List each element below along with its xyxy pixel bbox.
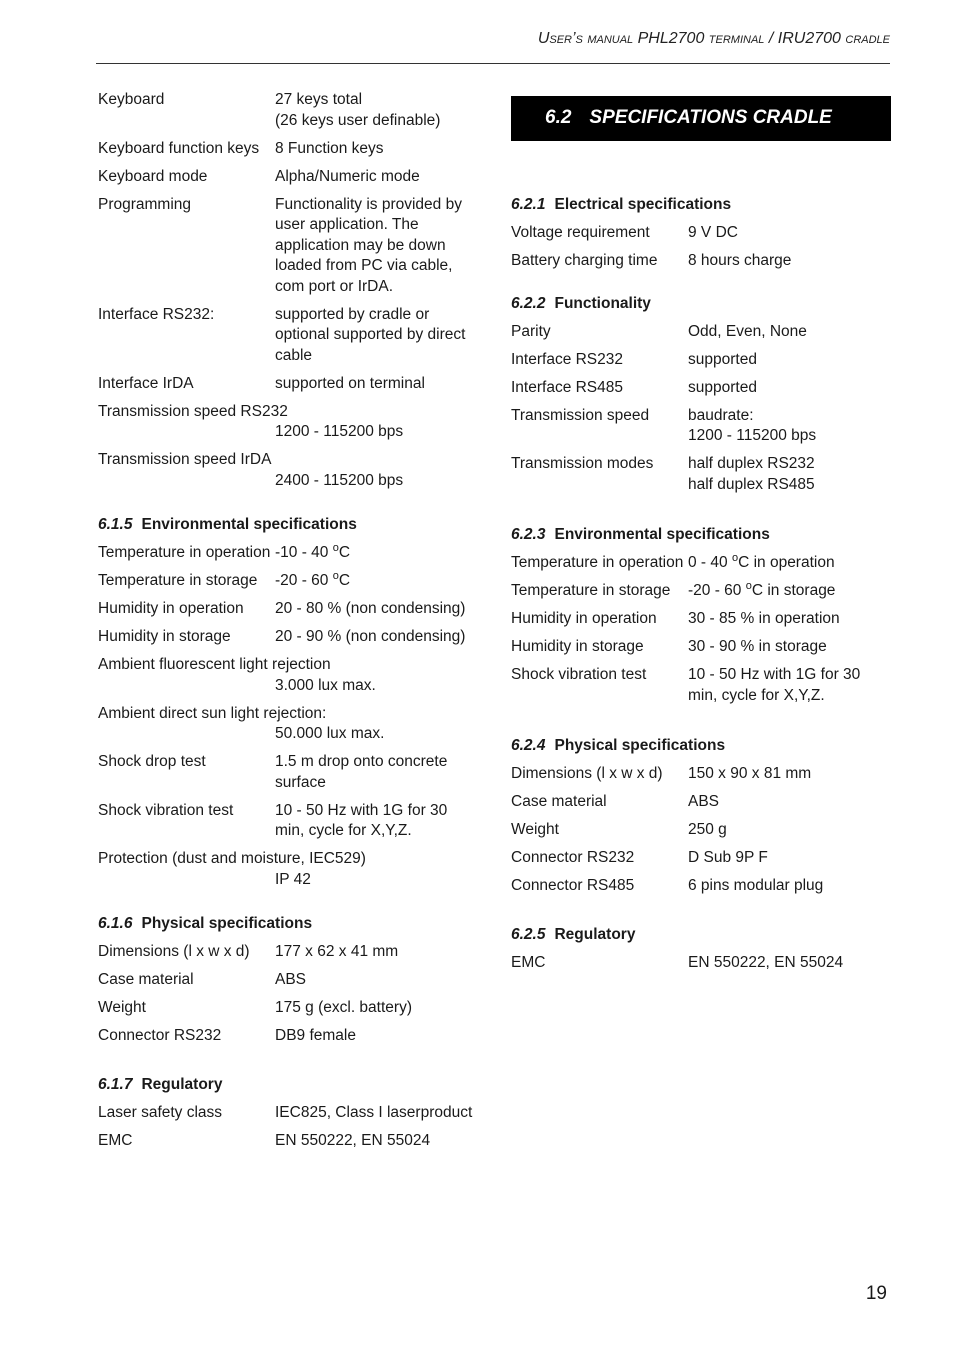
section-heading-6-2-2 [511, 294, 891, 314]
spec-label: Interface RS232: [98, 305, 215, 323]
section-number: 6.1.5 [98, 516, 133, 533]
spec-label: Shock drop test [98, 753, 206, 770]
section-title: Regulatory [554, 925, 636, 943]
spec-label: Interface IrDA [98, 374, 194, 392]
section-title: Functionality [554, 294, 651, 312]
header-rule [96, 63, 890, 64]
spec-value: 30 - 85 % in operation [688, 610, 840, 627]
spec-row [98, 167, 483, 188]
spec-row [511, 350, 891, 371]
spec-row [98, 450, 483, 491]
spec-value: 30 - 90 % in storage [688, 638, 827, 655]
section-heading-6-2-1 [511, 195, 891, 215]
spec-value: 20 - 80 % (non condensing) [275, 600, 466, 617]
spec-value: 8 hours charge [688, 252, 792, 269]
spec-value: D Sub 9P F [688, 849, 768, 866]
spec-row [511, 223, 891, 244]
spec-label: EMC [98, 1131, 133, 1149]
spec-label: Parity [511, 322, 551, 340]
spec-value: 50.000 lux max. [275, 725, 385, 742]
spec-value: 10 - 50 Hz with 1G for 30 min, cycle for X,Y,Z. [688, 666, 861, 704]
spec-row [511, 953, 891, 974]
spec-label: Temperature in storage [98, 572, 258, 589]
spec-value: ABS [688, 793, 720, 810]
value-unit: C in storage [751, 582, 836, 599]
spec-row [511, 609, 891, 630]
spec-row [98, 195, 483, 298]
spec-label: Humidity in storage [98, 628, 231, 645]
spec-row [98, 849, 483, 890]
spec-label: Interface RS485 [511, 378, 624, 396]
section-number: 6.2.3 [511, 526, 546, 543]
spec-row [511, 637, 891, 658]
spec-row [98, 571, 483, 592]
spec-label: EMC [511, 953, 546, 971]
value-number: -10 - 40 [275, 544, 329, 561]
spec-row [511, 764, 891, 785]
value-number: -20 - 60 [688, 582, 742, 599]
spec-row [98, 543, 483, 564]
spec-label: Case material [98, 971, 194, 988]
section-number: 6.2.1 [511, 196, 546, 213]
right-column [511, 90, 891, 981]
spec-value: 10 - 50 Hz with 1G for 30 min, cycle for X,Y,Z. [275, 801, 448, 839]
spec-label: Battery charging time [511, 252, 658, 269]
spec-value: IEC825, Class I laserproduct [275, 1103, 473, 1121]
spec-row [511, 848, 891, 869]
section-number: 6.2.4 [511, 737, 546, 754]
banner-number: 6.2 [545, 107, 572, 128]
spec-label: Weight [98, 999, 146, 1016]
spec-value: supported [688, 378, 757, 396]
spec-value: 177 x 62 x 41 mm [275, 943, 399, 960]
section-title: Physical specifications [554, 737, 726, 754]
spec-row [98, 801, 483, 842]
section-title: Electrical specifications [554, 196, 732, 213]
header-product1: PHL2700 [637, 30, 705, 47]
spec-value [275, 571, 483, 592]
spec-row [98, 402, 483, 443]
section-number: 6.1.7 [98, 1075, 133, 1093]
section-heading-6-2-5 [511, 925, 891, 945]
section-title: Environmental specifications [141, 516, 357, 533]
spec-value: Odd, Even, None [688, 322, 807, 340]
spec-row [511, 322, 891, 343]
spec-row [511, 665, 891, 706]
spec-row [98, 752, 483, 793]
spec-value: 20 - 90 % (non condensing) [275, 628, 466, 645]
spec-value: supported on terminal [275, 374, 425, 392]
spec-value: 175 g (excl. battery) [275, 999, 412, 1016]
degree-sup: o [332, 570, 339, 582]
spec-row [98, 374, 483, 395]
section-title: Physical specifications [141, 915, 313, 932]
spec-value: EN 550222, EN 55024 [275, 1131, 431, 1149]
spec-row [98, 998, 483, 1019]
spec-value: supported [688, 350, 757, 368]
spec-row [98, 599, 483, 620]
spec-row [98, 139, 483, 160]
degree-sup: o [332, 542, 339, 554]
spec-row [98, 1026, 483, 1047]
spec-label: Connector RS232 [511, 849, 635, 866]
spec-value: DB9 female [275, 1027, 356, 1044]
section-title: Regulatory [141, 1075, 223, 1093]
section-number: 6.2.5 [511, 925, 546, 943]
spec-label: Dimensions (l x w x d) [98, 943, 250, 960]
spec-label: Transmission speed RS232 [98, 402, 288, 420]
value-number: -20 - 60 [275, 572, 329, 589]
running-header [96, 30, 890, 48]
section-heading-6-1-6 [98, 914, 483, 934]
page-number: 19 [865, 1283, 887, 1304]
spec-label: Transmission speed [511, 406, 650, 424]
spec-row [98, 655, 483, 696]
spec-label: Keyboard [98, 91, 165, 108]
spec-row [98, 1131, 483, 1152]
section-banner [511, 96, 891, 141]
spec-value: supported by cradle or optional supported by direct cable [275, 305, 466, 364]
spec-value: Functionality is provided by user application. The application may be down loaded from PC via cable, com port or IrDA. [275, 195, 462, 295]
section-number: 6.1.6 [98, 915, 133, 932]
spec-value: IP 42 [275, 870, 311, 888]
spec-row [98, 305, 483, 367]
spec-value [275, 543, 483, 564]
spec-value: Alpha/Numeric mode [275, 167, 420, 185]
spec-label: Keyboard mode [98, 167, 208, 185]
header-prefix: User’s manual [537, 30, 634, 47]
spec-value: 150 x 90 x 81 mm [688, 765, 812, 782]
spec-row [98, 970, 483, 991]
spec-row [511, 553, 891, 574]
spec-label: Case material [511, 793, 607, 810]
spec-label: Transmission speed IrDA [98, 451, 272, 468]
spec-value: half duplex RS232 half duplex RS485 [688, 455, 815, 493]
spec-label: Shock vibration test [98, 801, 234, 819]
spec-row [511, 792, 891, 813]
spec-value [688, 581, 891, 602]
value-number: 0 - 40 [688, 554, 728, 571]
spec-label: Interface RS232 [511, 350, 624, 368]
spec-value [688, 553, 891, 574]
degree-sup: o [745, 580, 752, 592]
section-heading-6-1-5 [98, 515, 483, 535]
spec-label: Temperature in operation [98, 544, 271, 561]
spec-value: 1.5 m drop onto concrete surface [275, 753, 448, 791]
spec-row [511, 876, 891, 897]
spec-label: Temperature in storage [511, 582, 671, 599]
section-number: 6.2.2 [511, 294, 546, 312]
spec-row [511, 406, 891, 447]
header-product2: IRU2700 [777, 30, 841, 47]
spec-label: Voltage requirement [511, 224, 650, 241]
section-heading-6-2-4 [511, 736, 891, 756]
spec-label: Transmission modes [511, 455, 654, 472]
value-unit: C [338, 544, 351, 561]
spec-label: Dimensions (l x w x d) [511, 765, 663, 782]
left-column [98, 90, 483, 1159]
spec-value: 2400 - 115200 bps [275, 471, 404, 489]
spec-value: 6 pins modular plug [688, 877, 824, 894]
spec-row [511, 251, 891, 272]
spec-label: Ambient direct sun light rejection: [98, 704, 327, 722]
header-middle: terminal / [708, 30, 774, 47]
spec-label: Programming [98, 195, 192, 213]
spec-label: Humidity in operation [511, 610, 657, 627]
value-unit: C in operation [738, 554, 835, 571]
spec-value: EN 550222, EN 55024 [688, 953, 844, 971]
spec-label: Humidity in storage [511, 638, 644, 655]
spec-row [511, 378, 891, 399]
spec-row [98, 1103, 483, 1124]
spec-row [98, 90, 483, 131]
spec-value: ABS [275, 971, 307, 988]
section-title: Environmental specifications [554, 526, 770, 543]
spec-label: Humidity in operation [98, 600, 244, 617]
spec-label: Shock vibration test [511, 666, 647, 683]
spec-row [98, 942, 483, 963]
banner-title: SPECIFICATIONS CRADLE [589, 107, 832, 128]
spec-label: Temperature in operation [511, 554, 684, 571]
spec-value: 1200 - 115200 bps [275, 423, 404, 440]
spec-label: Connector RS485 [511, 877, 635, 894]
degree-sup: o [731, 552, 739, 564]
spec-row [511, 454, 891, 495]
header-suffix: cradle [845, 30, 890, 47]
spec-row [511, 581, 891, 602]
spec-label: Laser safety class [98, 1103, 223, 1121]
spec-value: 250 g [688, 821, 727, 838]
spec-value: 3.000 lux max. [275, 676, 376, 694]
spec-row [98, 627, 483, 648]
spec-label: Weight [511, 821, 559, 838]
section-heading-6-2-3 [511, 525, 891, 545]
value-unit: C [338, 572, 351, 589]
section-heading-6-1-7 [98, 1075, 483, 1095]
spec-row [98, 704, 483, 745]
spec-row [511, 820, 891, 841]
spec-value: 27 keys total (26 keys user definable) [275, 91, 441, 129]
spec-value: 9 V DC [688, 224, 738, 241]
spec-value: 8 Function keys [275, 139, 384, 157]
spec-label: Ambient fluorescent light rejection [98, 656, 331, 673]
spec-label: Connector RS232 [98, 1027, 222, 1044]
spec-label: Keyboard function keys [98, 139, 260, 157]
spec-label: Protection (dust and moisture, IEC529) [98, 850, 366, 867]
spec-value: baudrate: 1200 - 115200 bps [688, 406, 817, 444]
